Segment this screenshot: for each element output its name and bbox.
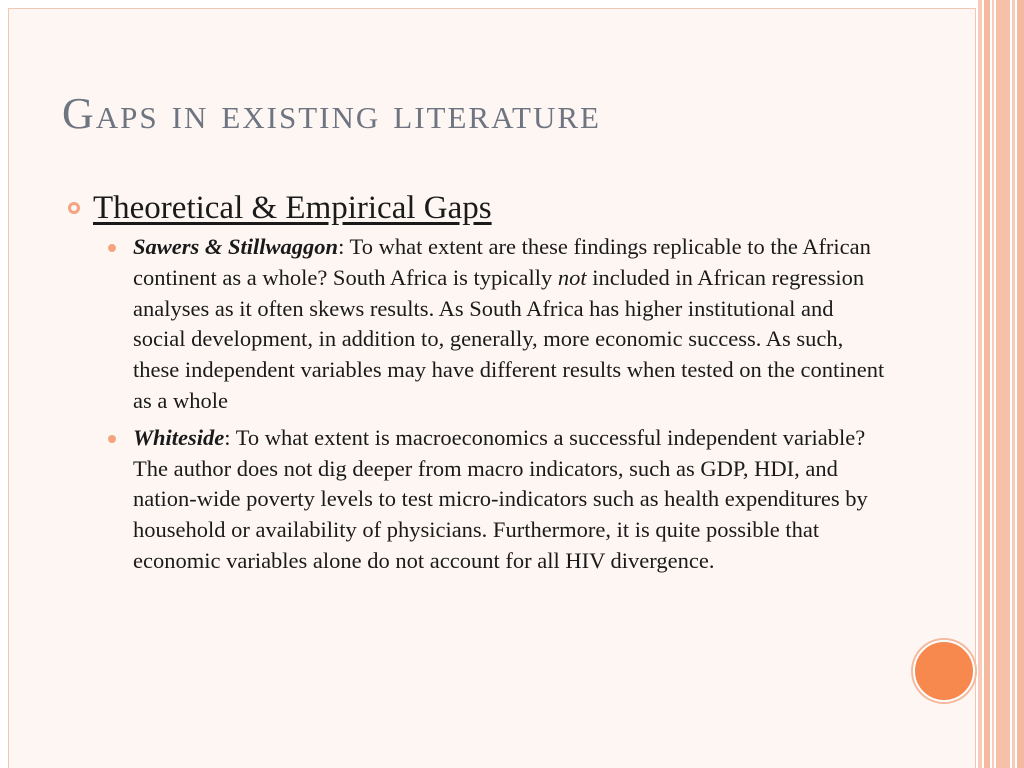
decorative-stripe <box>984 0 990 768</box>
bullet-separator: : <box>338 234 350 259</box>
bullet-text: included in African regression analyses as it often skews results. As South Africa has higher institutional and social development, in addition to, generally, more economic success. As such, these independent variables may have different results when tested on the continent as a whole <box>133 264 885 413</box>
slide-body <box>68 188 888 583</box>
bullet-separator: : <box>224 424 236 450</box>
decorative-stripe <box>978 0 982 768</box>
list-item <box>68 423 888 577</box>
bullet-text: To what extent are these findings replicable to the African continent as a whole? South Africa is typically <box>133 234 871 290</box>
decorative-stripe <box>996 0 1010 768</box>
slide-title: Gaps in existing literature <box>62 89 601 138</box>
decorative-stripe <box>1012 0 1015 768</box>
bullet-emphasis: not <box>557 264 587 290</box>
ring-bullet-icon <box>68 202 80 214</box>
orange-orb-decoration <box>913 640 975 702</box>
bullet-lead: Sawers & Stillwaggon <box>133 234 339 259</box>
decorative-stripe <box>1017 0 1024 768</box>
bullet-lead: Whiteside <box>133 424 225 450</box>
section-heading: Theoretical & Empirical Gaps <box>93 190 492 226</box>
dot-bullet-icon <box>108 244 116 252</box>
list-item <box>68 232 888 417</box>
bullet-text: To what extent is macroeconomics a successful independent variable? The author does not dig deeper from macro indicators, such as GDP, HDI, and nation-wide poverty levels to test micro-indicators such as health expenditures by household or availability of physicians. Furthermore, it is quite possible that economic variables alone do not account for all HIV divergence. <box>133 424 868 573</box>
dot-bullet-icon <box>108 435 116 443</box>
heading-bullet <box>68 188 888 228</box>
decorative-stripe <box>992 0 994 768</box>
